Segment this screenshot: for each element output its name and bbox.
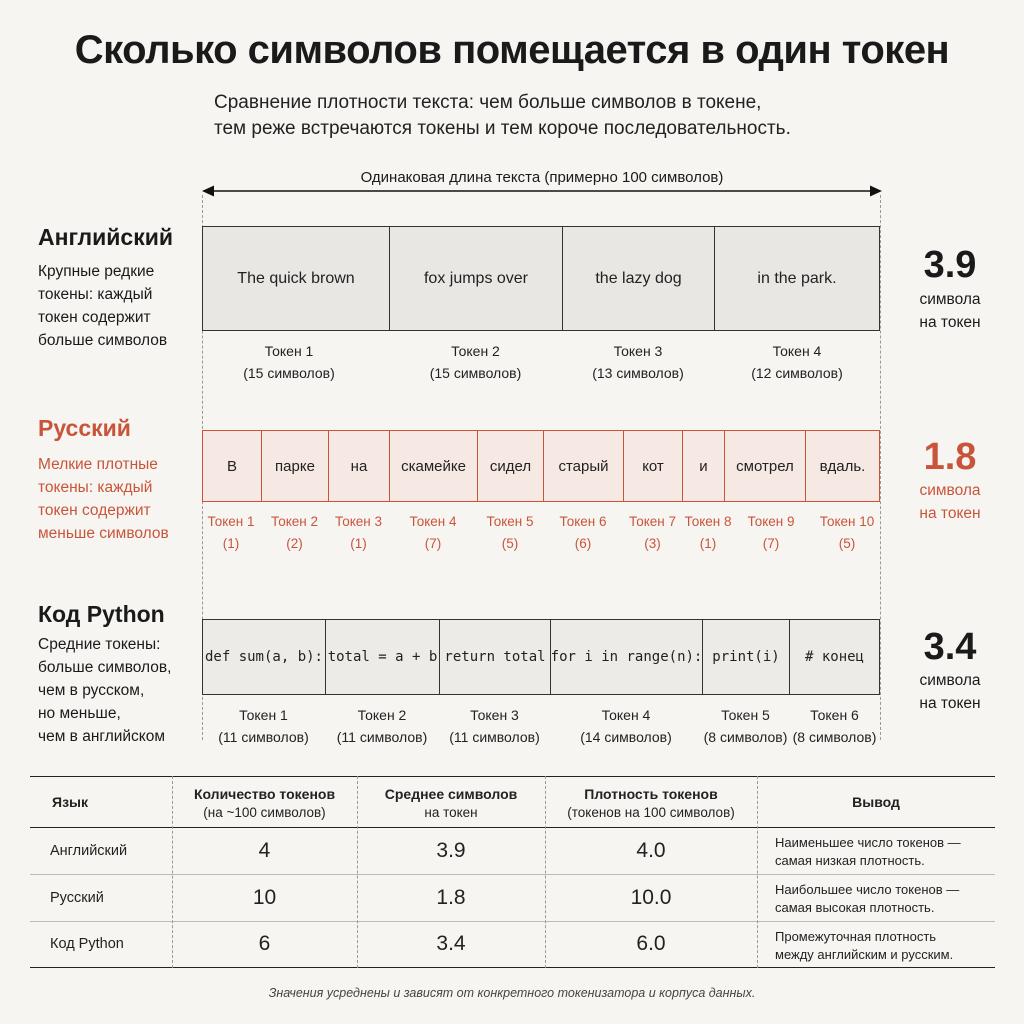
russian-desc-line: токены: каждый	[38, 479, 153, 496]
russian-token-label	[680, 511, 736, 555]
russian-token-bar	[202, 430, 880, 502]
python-token-label	[702, 704, 789, 748]
token-count: (12 символов)	[751, 365, 843, 381]
footnote: Значения усреднены и зависят от конкретного токенизатора и корпуса данных.	[268, 986, 756, 1000]
python-token-bar	[202, 619, 880, 695]
russian-token: кот	[624, 431, 683, 501]
unit-line: символа	[919, 672, 981, 689]
header-main: Язык	[52, 794, 88, 810]
token-name: Токен 4	[409, 514, 457, 529]
russian-token: скамейке	[390, 431, 478, 501]
russian-token: старый	[544, 431, 624, 501]
header-main: Количество токенов	[193, 786, 336, 802]
russian-token-label	[328, 511, 389, 555]
english-desc-line: Крупные редкие	[38, 263, 155, 280]
unit-line: на токен	[919, 505, 981, 522]
token-count: (5)	[501, 536, 519, 551]
russian-token-label	[389, 511, 477, 555]
table-row-rule	[30, 921, 995, 922]
table-header-density	[545, 785, 757, 822]
english-desc	[38, 260, 203, 352]
russian-token-label	[200, 511, 262, 555]
token-name: Токен 5	[721, 707, 770, 723]
unit-line: символа	[919, 291, 981, 308]
header-sub: (токенов на 100 символов)	[567, 805, 735, 820]
conclusion-line: Наибольшее число токенов —	[775, 882, 960, 897]
header-main: Плотность токенов	[584, 786, 718, 802]
table-cell-avg: 3.9	[436, 839, 466, 862]
token-count: (13 символов)	[592, 365, 684, 381]
token-name: Токен 3	[470, 707, 519, 723]
table-header-rule	[30, 827, 995, 828]
token-name: Токен 10	[819, 514, 875, 529]
table-cell-conclusion	[775, 881, 959, 917]
russian-token-label	[477, 511, 543, 555]
summary-table	[30, 776, 995, 968]
token-name: Токен 2	[451, 343, 500, 359]
token-count: (7)	[762, 536, 780, 551]
token-count: (11 символов)	[449, 729, 540, 745]
english-token-label	[714, 340, 880, 384]
russian-token: В	[203, 431, 262, 501]
table-cell-tokens: 6	[258, 932, 271, 955]
russian-desc	[38, 453, 203, 545]
russian-title: Русский	[38, 415, 131, 441]
python-chars-per-token: 3.4	[923, 626, 977, 668]
russian-unit	[895, 479, 1005, 525]
token-count: (14 символов)	[580, 729, 672, 745]
python-token-label	[789, 704, 880, 748]
english-token: fox jumps over	[390, 227, 563, 330]
conclusion-line: между английским и русским.	[775, 947, 954, 962]
table-cell-lang: Русский	[50, 890, 104, 906]
english-chars-per-token: 3.9	[923, 244, 977, 286]
table-top-rule	[30, 776, 995, 777]
header-sub: (на ~100 символов)	[203, 805, 326, 820]
russian-token-label	[543, 511, 623, 555]
token-name: Токен 1	[207, 514, 255, 529]
russian-token-label	[623, 511, 682, 555]
table-cell-density: 10.0	[630, 886, 672, 909]
token-name: Токен 5	[486, 514, 534, 529]
russian-token-label	[810, 511, 884, 555]
conclusion-line: Наименьшее число токенов —	[775, 835, 961, 850]
python-desc-line: больше символов,	[38, 659, 172, 676]
token-name: Токен 1	[264, 343, 314, 359]
python-desc-line: но меньше,	[38, 705, 121, 722]
russian-chars-per-token: 1.8	[923, 436, 977, 478]
token-count: (3)	[644, 536, 661, 551]
token-count: (15 символов)	[243, 365, 335, 381]
table-row-rule	[30, 874, 995, 875]
russian-token-label	[736, 511, 806, 555]
python-desc-line: чем в русском,	[38, 682, 145, 699]
english-desc-line: токен содержит	[38, 309, 151, 326]
python-token-label	[202, 704, 325, 748]
unit-line: на токен	[919, 314, 981, 331]
conclusion-line: самая высокая плотность.	[775, 900, 935, 915]
python-token-label	[439, 704, 550, 748]
token-count: (8 символов)	[703, 729, 788, 745]
table-cell-tokens: 10	[252, 886, 277, 909]
russian-token: парке	[262, 431, 329, 501]
table-cell-lang: Английский	[50, 843, 128, 859]
table-cell-conclusion	[775, 928, 953, 964]
token-count: (1)	[350, 536, 367, 551]
table-cell-density: 4.0	[636, 839, 666, 862]
english-token-bar	[202, 226, 880, 331]
english-token-label	[389, 340, 562, 384]
english-token: the lazy dog	[563, 227, 715, 330]
token-name: Токен 8	[684, 514, 732, 529]
russian-desc-line: Мелкие плотные	[38, 456, 158, 473]
header-main: Вывод	[852, 794, 900, 810]
token-count: (5)	[838, 536, 856, 551]
token-name: Токен 7	[629, 514, 676, 529]
conclusion-line: самая низкая плотность.	[775, 853, 925, 868]
token-name: Токен 4	[601, 707, 651, 723]
python-token: for i in range(n):	[551, 620, 703, 694]
token-name: Токен 3	[335, 514, 382, 529]
python-token-label	[325, 704, 439, 748]
token-name: Токен 6	[810, 707, 859, 723]
python-unit	[895, 669, 1005, 715]
table-cell-tokens: 4	[258, 839, 271, 862]
token-name: Токен 9	[747, 514, 795, 529]
russian-token: смотрел	[725, 431, 806, 501]
russian-token: вдаль.	[819, 457, 866, 475]
python-token: total = a + b	[326, 620, 440, 694]
token-name: Токен 4	[772, 343, 822, 359]
russian-desc-line: меньше символов	[38, 525, 169, 542]
python-desc	[38, 633, 203, 748]
token-count: (1)	[222, 536, 240, 551]
token-count: (7)	[424, 536, 442, 551]
table-bottom-rule	[30, 967, 995, 968]
table-cell-lang: Код Python	[50, 936, 124, 952]
table-cell-conclusion	[775, 834, 961, 870]
python-token: # конец	[804, 649, 864, 665]
russian-token: и	[683, 431, 725, 501]
english-token-label	[562, 340, 714, 384]
table-cell-avg: 1.8	[436, 886, 466, 909]
header-sub: на токен	[424, 805, 478, 820]
token-count: (11 символов)	[218, 729, 309, 745]
unit-line: символа	[919, 482, 981, 499]
english-unit	[895, 288, 1005, 334]
python-token: return total	[440, 620, 551, 694]
english-desc-line: токены: каждый	[38, 286, 153, 303]
table-header-avg	[357, 785, 545, 822]
table-header-lang	[30, 793, 110, 812]
token-name: Токен 6	[559, 514, 607, 529]
english-token: The quick brown	[203, 227, 390, 330]
page-title: Сколько символов помещается в один токен	[74, 28, 950, 72]
token-count: (1)	[699, 536, 717, 551]
table-header-conclusion	[757, 793, 995, 812]
russian-desc-line: токен содержит	[38, 502, 151, 519]
python-token-label	[550, 704, 702, 748]
right-guide-line	[880, 195, 881, 740]
python-title: Код Python	[38, 601, 165, 627]
token-name: Токен 2	[357, 707, 407, 723]
table-cell-avg: 3.4	[436, 932, 466, 955]
double-arrow-icon	[200, 184, 884, 198]
russian-token: на	[329, 431, 390, 501]
conclusion-line: Промежуточная плотность	[775, 929, 937, 944]
header-main: Среднее символов	[384, 786, 518, 802]
token-count: (15 символов)	[429, 365, 522, 381]
token-name: Токен 3	[613, 343, 663, 359]
token-count: (11 символов)	[336, 729, 428, 745]
token-count: (6)	[574, 536, 592, 551]
python-token: def sum(a, b):	[203, 620, 326, 694]
unit-line: на токен	[919, 695, 981, 712]
token-count: (2)	[286, 536, 303, 551]
russian-token-label	[261, 511, 328, 555]
python-token: print(i)	[703, 620, 790, 694]
english-token: in the park.	[757, 269, 837, 287]
table-cell-density: 6.0	[636, 932, 666, 955]
python-desc-line: Средние токены:	[38, 636, 161, 653]
token-count: (8 символов)	[792, 729, 877, 745]
russian-token: сидел	[478, 431, 544, 501]
english-title: Английский	[38, 224, 173, 250]
table-header-tokens	[172, 785, 357, 822]
token-name: Токен 2	[271, 514, 318, 529]
python-desc-line: чем в английском	[38, 728, 166, 745]
subtitle-line-1: Сравнение плотности текста: чем больше символов в токене,	[214, 92, 762, 113]
token-name: Токен 1	[239, 707, 288, 723]
subtitle-line-2: тем реже встречаются токены и тем короче последовательность.	[214, 118, 791, 139]
subtitle	[214, 90, 791, 142]
english-desc-line: больше символов	[38, 332, 168, 349]
english-token-label	[202, 340, 376, 384]
measure-label: Одинаковая длина текста (примерно 100 символов)	[360, 169, 724, 186]
